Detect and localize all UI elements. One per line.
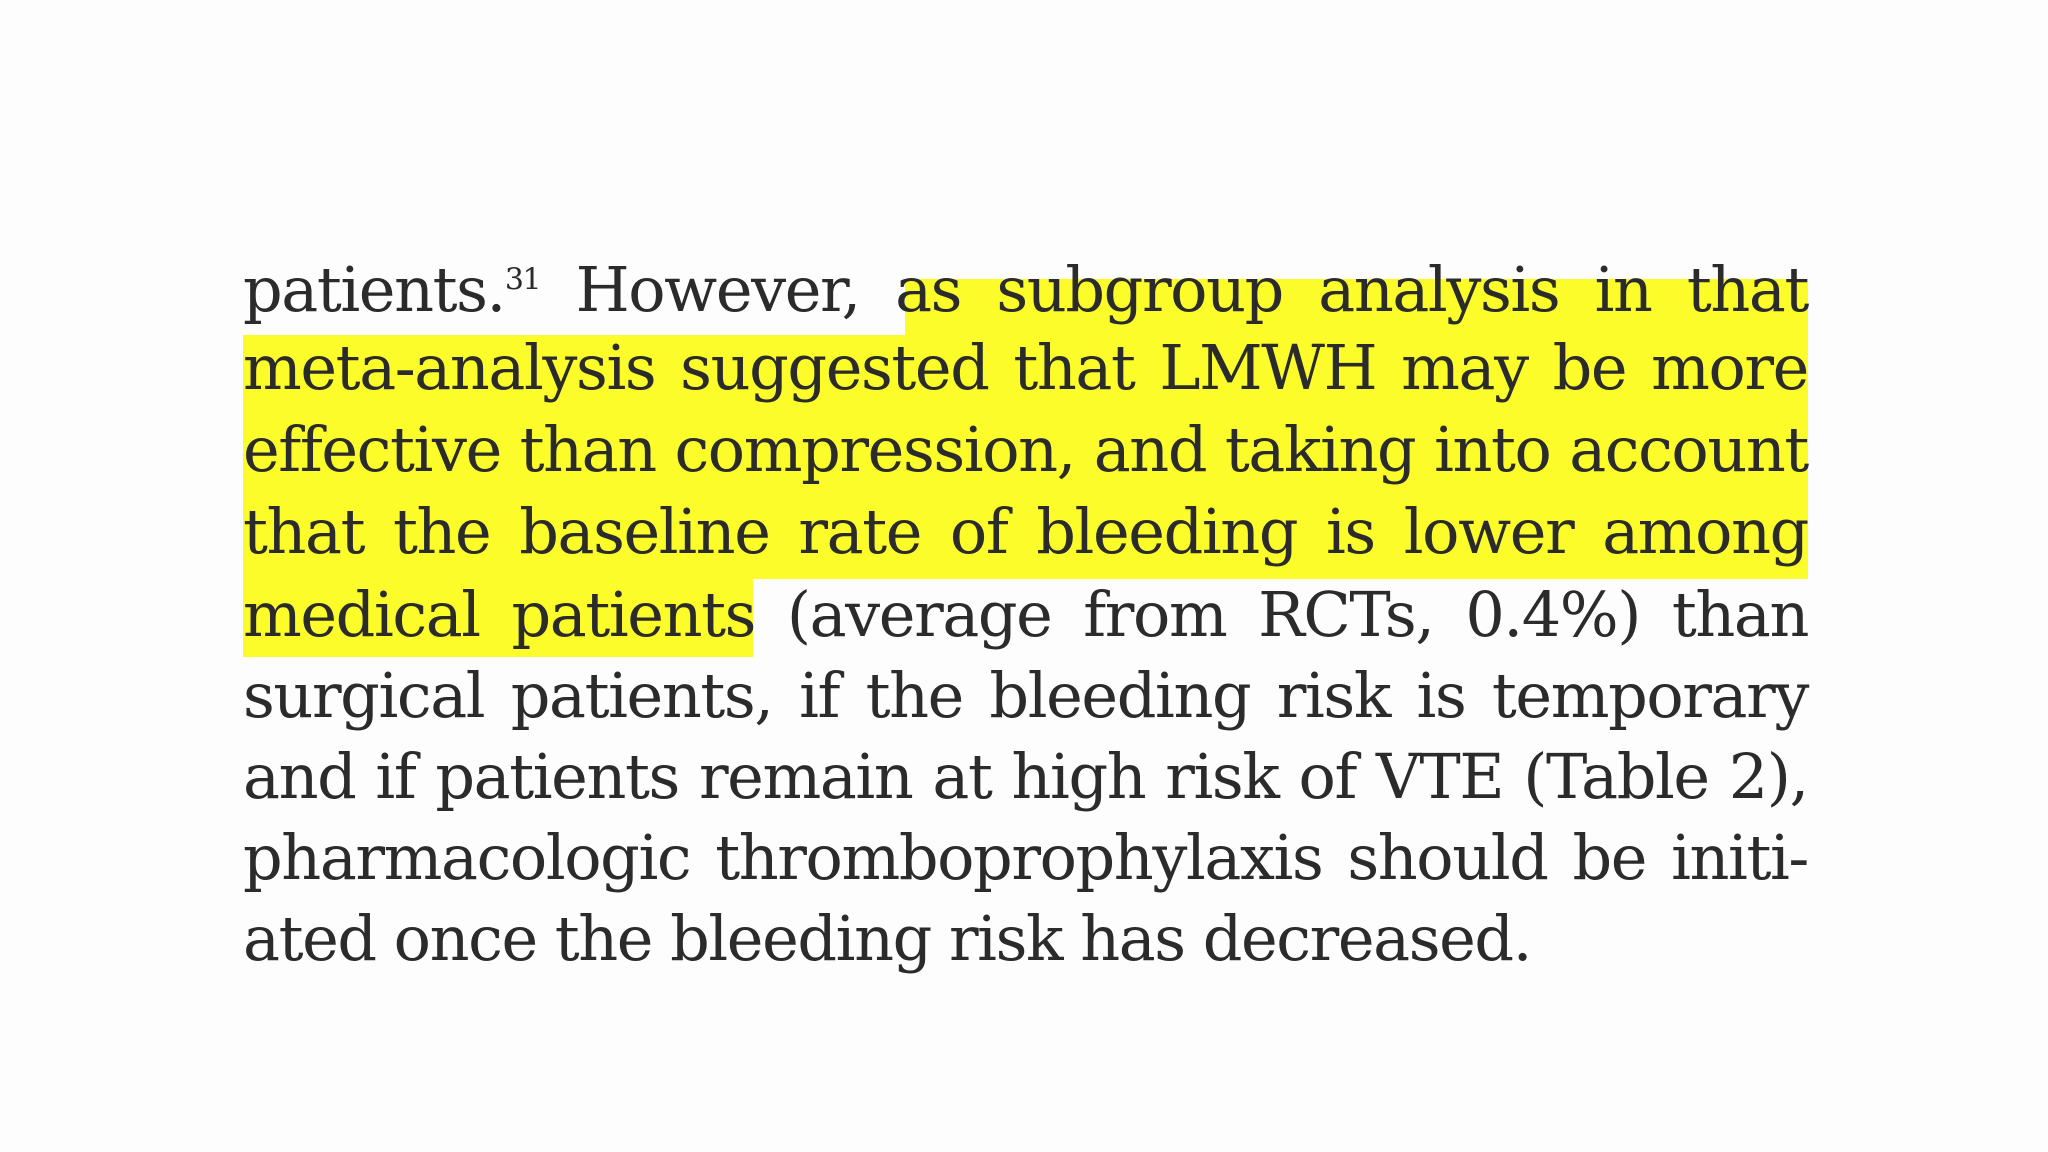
highlighted-word: may xyxy=(1401,331,1528,404)
highlighted-word: rate xyxy=(798,495,921,568)
highlighted-text-excerpt xyxy=(243,253,1808,1005)
text-line-4 xyxy=(243,491,1808,573)
word: risk xyxy=(948,902,1063,975)
word: high xyxy=(1011,740,1146,813)
text-line-5 xyxy=(243,574,1808,656)
word: remain xyxy=(698,740,913,813)
word: should xyxy=(1347,821,1548,894)
highlighted-word: bleeding xyxy=(1036,495,1298,568)
word: decreased. xyxy=(1202,902,1532,975)
word: RCTs, xyxy=(1258,578,1434,651)
highlighted-word: LMWH xyxy=(1159,331,1377,404)
word: the xyxy=(554,902,653,975)
word: once xyxy=(393,902,537,975)
word: pharmacologic xyxy=(243,821,691,894)
word: risk xyxy=(1276,659,1391,732)
text-line-7 xyxy=(243,736,1808,818)
text-line-9 xyxy=(243,898,1808,980)
word: if xyxy=(375,740,416,813)
highlighted-word: among xyxy=(1602,495,1808,568)
highlighted-word: subgroup xyxy=(996,253,1283,326)
highlighted-word: taking xyxy=(1224,413,1416,486)
highlighted-word: of xyxy=(949,495,1008,568)
word: thromboprophylaxis xyxy=(715,821,1323,894)
word: patients xyxy=(435,740,679,813)
word: initi- xyxy=(1671,821,1808,894)
word: risk xyxy=(1165,740,1279,813)
text-line-6 xyxy=(243,655,1808,737)
word: (Table xyxy=(1523,740,1709,813)
word: ated xyxy=(243,902,376,975)
highlighted-word: account xyxy=(1569,413,1808,486)
highlighted-word: analysis xyxy=(1318,253,1560,326)
highlighted-word: patients xyxy=(511,578,756,651)
highlighted-word: into xyxy=(1434,413,1551,486)
highlighted-word: meta-analysis xyxy=(243,331,656,404)
word: bleeding xyxy=(670,902,931,975)
word: VTE xyxy=(1376,740,1504,813)
highlighted-word: medical xyxy=(243,578,480,651)
citation-superscript: 31 xyxy=(504,262,541,298)
highlighted-word: baseline xyxy=(519,495,770,568)
text-line-2 xyxy=(243,327,1808,409)
word: from xyxy=(1083,578,1227,651)
text-line-3 xyxy=(243,409,1808,491)
highlighted-word: more xyxy=(1651,331,1808,404)
word: 0.4%) xyxy=(1465,578,1641,651)
word: (average xyxy=(786,578,1052,651)
word: is xyxy=(1416,659,1466,732)
word: be xyxy=(1572,821,1647,894)
highlighted-word: in xyxy=(1594,253,1652,326)
word: and xyxy=(243,740,356,813)
highlighted-word: be xyxy=(1552,331,1627,404)
highlighted-word: than xyxy=(519,413,656,486)
highlighted-word: compression, xyxy=(674,413,1075,486)
highlighted-word: that xyxy=(243,495,365,568)
highlighted-word: effective xyxy=(243,413,501,486)
word: However, xyxy=(575,253,860,326)
word: temporary xyxy=(1491,659,1808,732)
word: 2), xyxy=(1728,740,1808,813)
highlighted-word: the xyxy=(393,495,491,568)
text-line-8 xyxy=(243,817,1808,899)
word: at xyxy=(932,740,992,813)
word: patients.$^{31}$ xyxy=(243,253,541,326)
word: surgical xyxy=(243,659,485,732)
highlighted-word: is xyxy=(1326,495,1375,568)
text-line-1 xyxy=(243,249,1808,331)
highlighted-word: that xyxy=(1013,331,1135,404)
word: than xyxy=(1671,578,1808,651)
word: bleeding xyxy=(989,659,1251,732)
highlighted-word: that xyxy=(1686,253,1808,326)
word: of xyxy=(1298,740,1357,813)
word: has xyxy=(1080,902,1185,975)
word: the xyxy=(865,659,963,732)
highlighted-word: lower xyxy=(1403,495,1574,568)
highlighted-word: suggested xyxy=(680,331,989,404)
highlighted-word: and xyxy=(1093,413,1207,486)
word: if xyxy=(799,659,840,732)
word: patients, xyxy=(510,659,773,732)
highlighted-word: as xyxy=(895,253,962,326)
